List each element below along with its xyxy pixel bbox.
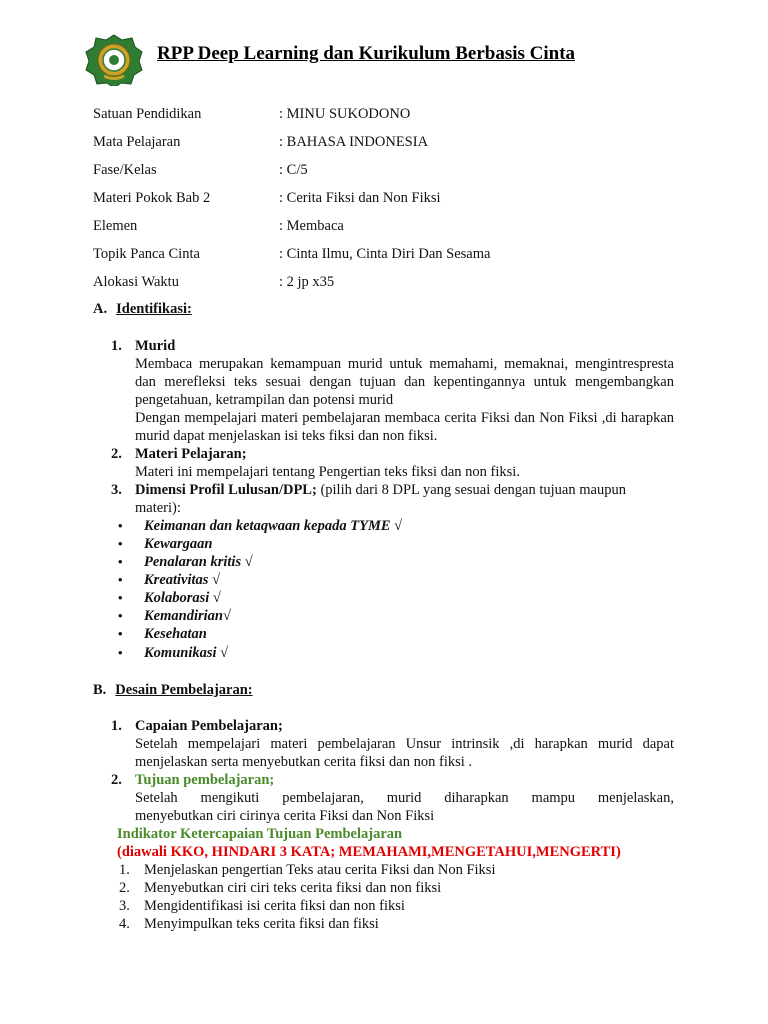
section-letter: A.: [93, 301, 108, 317]
bullet-icon: •: [118, 572, 123, 587]
info-label: Elemen: [93, 218, 138, 234]
dpl-label: Penalaran kritis: [144, 554, 242, 570]
indikator-title: Indikator Ketercapaian Tujuan Pembelajaran: [117, 826, 403, 842]
checkmark: √: [390, 518, 403, 534]
item-number: 2.: [119, 880, 130, 896]
murid-paragraph-1: Membaca merupakan kemampuan murid untuk memahami, memaknai, mengintrespresta dan merefleksi teks sesuai dengan tujuan dan kepentingannya untuk mengembangkan pengetahuan, ketrampilan dan potensi murid: [135, 356, 674, 408]
item-number: 4.: [119, 916, 130, 932]
bullet-icon: •: [118, 518, 123, 533]
info-row-elemen: [93, 217, 693, 237]
section-a-heading: [93, 300, 192, 318]
info-value: : Cerita Fiksi dan Non Fiksi: [279, 190, 441, 206]
info-label: Topik Panca Cinta: [93, 246, 200, 262]
checkmark: √: [241, 554, 253, 570]
bullet-icon: •: [118, 645, 123, 660]
info-row-mapel: [93, 133, 693, 153]
item-text: Mengidentifikasi isi cerita fiksi dan non fiksi: [144, 898, 405, 914]
info-value: : BAHASA INDONESIA: [279, 134, 429, 150]
checkmark: √: [208, 572, 221, 588]
bullet-icon: •: [118, 590, 123, 605]
info-row-fase: [93, 161, 693, 181]
checkmark: √: [222, 608, 231, 624]
item-number: 3.: [111, 482, 122, 498]
item-text: Menyimpulkan teks cerita fiksi dan fiksi: [144, 916, 379, 932]
item-number: 1.: [111, 718, 122, 734]
info-label: Satuan Pendidikan: [93, 106, 202, 122]
bullet-icon: •: [118, 554, 123, 569]
item-number: 3.: [119, 898, 130, 914]
item-heading: Materi Pelajaran;: [135, 446, 247, 462]
item-number: 1.: [119, 862, 130, 878]
murid-paragraph-2: Dengan mempelajari materi pembelajaran membaca cerita Fiksi dan Non Fiksi ,di harapkan murid dapat menjelaskan isi teks fiksi dan non fiksi.: [135, 410, 674, 444]
item-heading-wrap: [135, 481, 626, 499]
item-text: Menyebutkan ciri ciri teks cerita fiksi dan non fiksi: [144, 880, 442, 896]
dpl-label: Kreativitas: [144, 572, 209, 588]
dpl-label: Kesehatan: [144, 626, 207, 642]
dpl-label: Keimanan dan ketaqwaan kepada TYME: [144, 518, 391, 534]
info-value: : 2 jp x35: [279, 274, 335, 290]
materi-text: Materi ini mempelajari tentang Pengertian teks fiksi dan non fiksi.: [135, 464, 520, 480]
dpl-label: Kemandirian: [144, 608, 223, 624]
item-number: 2.: [111, 446, 122, 462]
tujuan-text-1: Setelah mengikuti pembelajaran, murid diharapkan mampu menjelaskan,: [135, 790, 674, 806]
info-label: Fase/Kelas: [93, 162, 157, 178]
school-logo: [84, 34, 144, 86]
info-label: Mata Pelajaran: [93, 134, 181, 150]
info-row-materi: [93, 189, 693, 209]
info-row-satuan: [93, 105, 693, 125]
bullet-icon: •: [118, 626, 123, 641]
dpl-label: Komunikasi: [144, 645, 217, 661]
info-label: Materi Pokok Bab 2: [93, 190, 211, 206]
section-title: Desain Pembelajaran:: [115, 682, 253, 698]
info-row-topik: [93, 245, 693, 265]
capaian-text: Setelah mempelajari materi pembelajaran Unsur intrinsik ,di harapkan murid dapat menjelaskan serta menyebutkan cerita fiksi dan non fiksi .: [135, 736, 674, 770]
tujuan-text-2: menyebutkan ciri cirinya cerita Fiksi dan Non Fiksi: [135, 808, 435, 824]
indikator-note: (diawali KKO, HINDARI 3 KATA; MEMAHAMI,MENGETAHUI,MENGERTI): [117, 844, 621, 860]
school-emblem-icon: [84, 34, 144, 86]
item-heading: Capaian Pembelajaran;: [135, 718, 283, 734]
info-label: Alokasi Waktu: [93, 274, 179, 290]
info-value: : C/5: [279, 162, 308, 178]
checkmark: √: [209, 590, 221, 606]
item-heading: Tujuan pembelajaran;: [135, 772, 275, 788]
section-b-heading: [93, 681, 253, 699]
item-number: 1.: [111, 338, 122, 354]
info-value: : Membaca: [279, 218, 344, 234]
bullet-icon: •: [118, 608, 123, 623]
dpl-label: Kewargaan: [144, 536, 213, 552]
page-title: RPP Deep Learning dan Kurikulum Berbasis Cinta: [157, 43, 576, 64]
dimensi-note: (pilih dari 8 DPL yang sesuai dengan tujuan maupun: [316, 482, 626, 498]
section-letter: B.: [93, 682, 107, 698]
dpl-label: Kolaborasi: [144, 590, 210, 606]
item-heading: Murid: [135, 338, 176, 354]
info-value: : Cinta Ilmu, Cinta Diri Dan Sesama: [279, 246, 491, 262]
item-number: 2.: [111, 772, 122, 788]
item-heading: Dimensi Profil Lulusan/DPL;: [135, 482, 317, 498]
info-value: : MINU SUKODONO: [279, 106, 411, 122]
item-text: Menjelaskan pengertian Teks atau cerita Fiksi dan Non Fiksi: [144, 862, 496, 878]
section-title: Identifikasi:: [116, 301, 192, 317]
bullet-icon: •: [118, 536, 123, 551]
checkmark: √: [216, 645, 229, 661]
info-row-alokasi: [93, 273, 693, 293]
dimensi-note-2: materi):: [135, 500, 181, 516]
